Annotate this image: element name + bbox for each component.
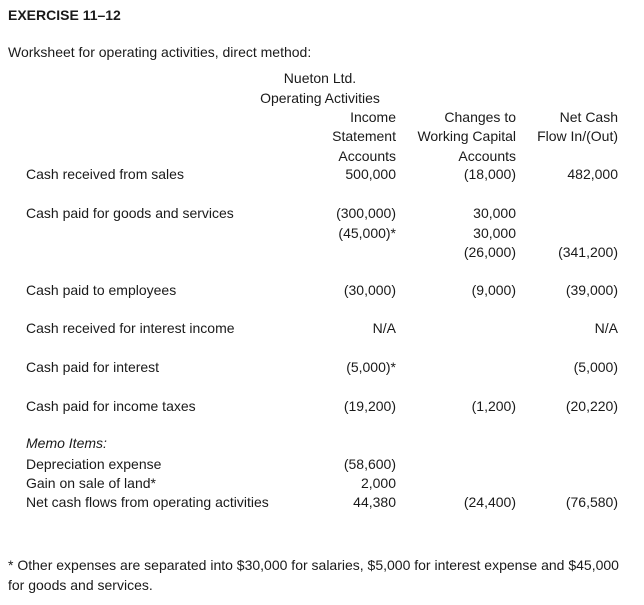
row-label: Cash received from sales xyxy=(26,166,184,182)
statement-name: Operating Activities xyxy=(260,90,380,106)
row-net-value: 482,000 xyxy=(567,166,618,182)
row-changes-value: 30,000 xyxy=(473,205,516,221)
row-income-value: (300,000) xyxy=(336,205,396,221)
row-income-value: 500,000 xyxy=(345,166,396,182)
row-net-value: (39,000) xyxy=(565,282,618,298)
header-income-2: Statement xyxy=(332,128,396,144)
row-income-value: N/A xyxy=(372,320,396,336)
row-income-value: (30,000) xyxy=(343,282,396,298)
footnote: * Other expenses are separated into $30,000 for salaries, $5,000 for interest expense and $45,000 for goods and services. xyxy=(8,557,619,593)
row-label: Cash received for interest income xyxy=(26,320,235,336)
memo-item-income: 44,380 xyxy=(353,494,396,510)
row-net-value: (20,220) xyxy=(565,398,618,414)
row-label: Cash paid for income taxes xyxy=(26,398,196,414)
row-changes-value: 30,000 xyxy=(473,225,516,241)
row-changes-value: (26,000) xyxy=(463,244,516,260)
header-income-1: Income xyxy=(350,109,396,125)
row-net-value: (341,200) xyxy=(558,244,618,260)
memo-item-label: Depreciation expense xyxy=(26,456,162,472)
header-changes-3: Accounts xyxy=(458,148,516,164)
header-net-2: Flow In/(Out) xyxy=(537,128,618,144)
row-label: Cash paid for goods and services xyxy=(26,205,234,221)
row-label: Cash paid for interest xyxy=(26,359,160,375)
exercise-title: EXERCISE 11–12 xyxy=(8,7,121,23)
row-income-value: (5,000)* xyxy=(346,359,396,375)
memo-item-label: Net cash flows from operating activities xyxy=(26,494,269,510)
header-income-3: Accounts xyxy=(338,148,396,164)
row-changes-value: (9,000) xyxy=(471,282,516,298)
memo-item-label: Gain on sale of land* xyxy=(26,475,156,491)
memo-item-changes: (24,400) xyxy=(463,494,516,510)
row-changes-value: (18,000) xyxy=(463,166,516,182)
row-label: Cash paid to employees xyxy=(26,282,177,298)
header-changes-2: Working Capital xyxy=(417,128,516,144)
worksheet-subtitle: Worksheet for operating activities, direct method: xyxy=(8,44,312,60)
memo-item-income: 2,000 xyxy=(360,475,396,491)
row-net-value: N/A xyxy=(594,320,618,336)
memo-item-income: (58,600) xyxy=(343,456,396,472)
row-income-value: (45,000)* xyxy=(338,225,396,241)
company-name: Nueton Ltd. xyxy=(283,70,357,86)
row-net-value: (5,000) xyxy=(573,359,618,375)
row-income-value: (19,200) xyxy=(343,398,396,414)
row-changes-value: (1,200) xyxy=(471,398,516,414)
header-net-1: Net Cash xyxy=(559,109,618,125)
memo-heading: Memo Items: xyxy=(26,435,107,451)
header-changes-1: Changes to xyxy=(444,109,516,125)
memo-item-net: (76,580) xyxy=(565,494,618,510)
